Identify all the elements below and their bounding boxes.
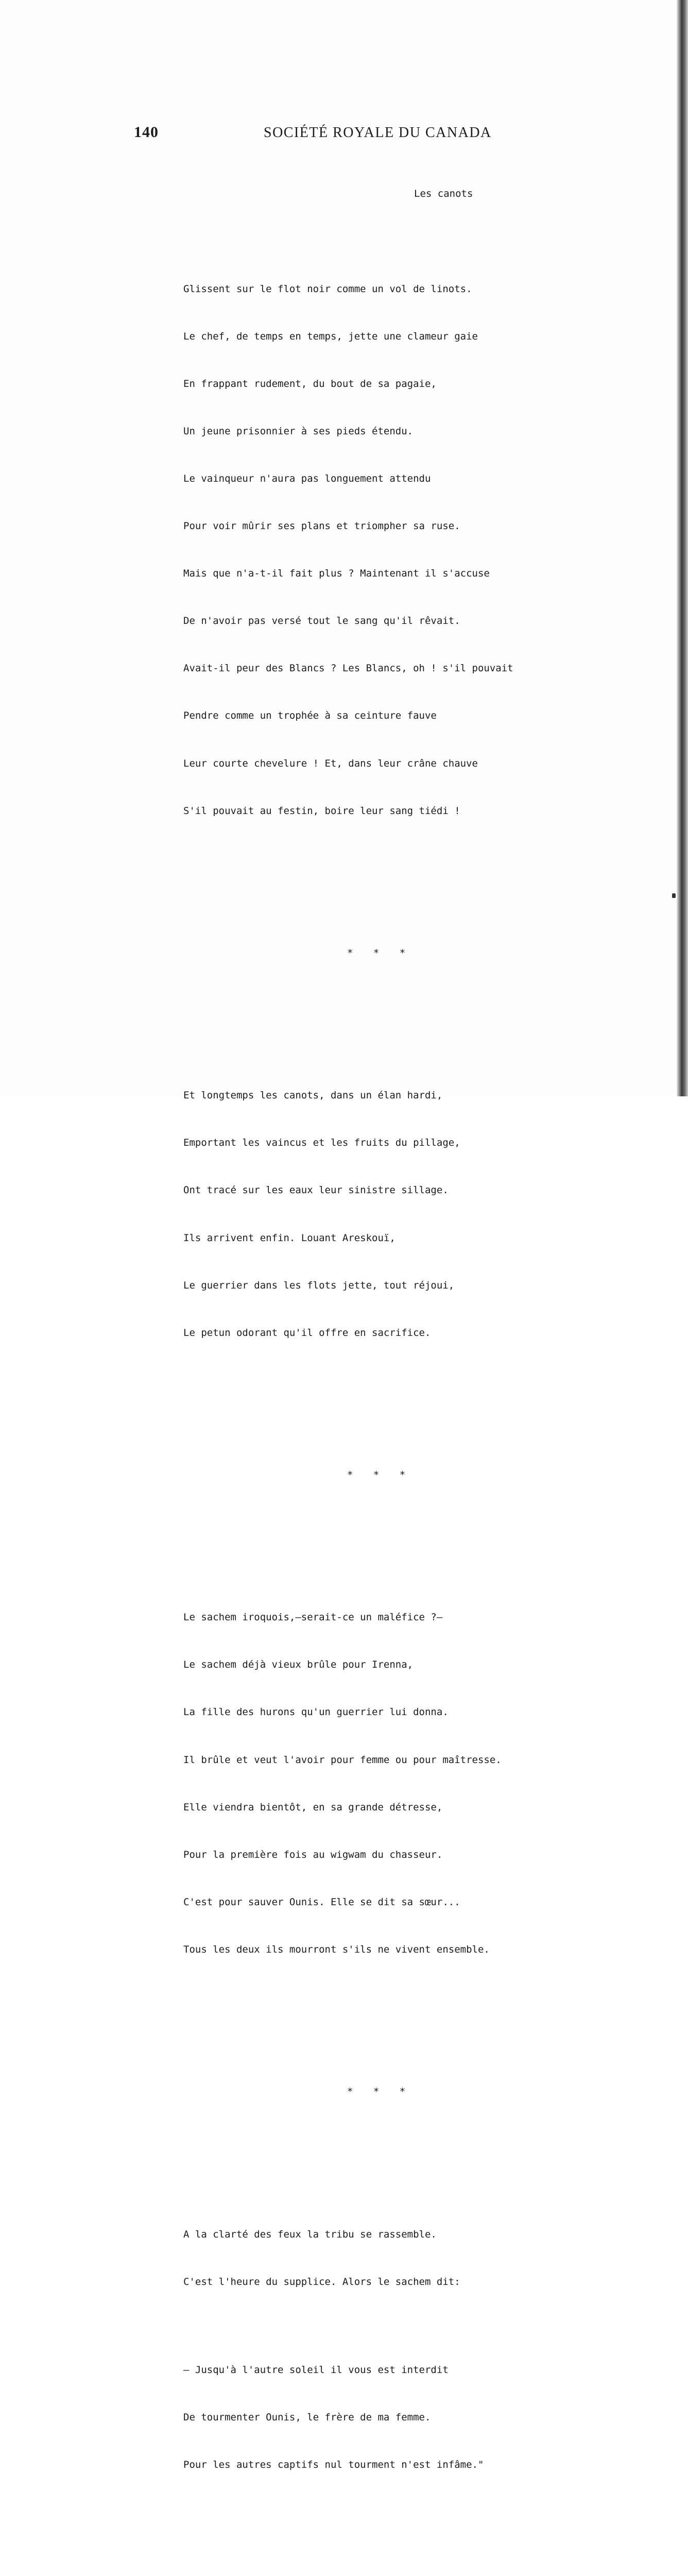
poem-line: Un jeune prisonnier à ses pieds étendu.: [183, 425, 414, 437]
poem-line: Pour la première fois au wigwam du chasseur.: [183, 1849, 443, 1860]
stanza-3: [183, 1578, 575, 1989]
section-separator: * * *: [347, 1469, 413, 1481]
page-edge-shadow: [677, 0, 688, 1096]
poem-line: Emportant les vaincus et les fruits du pillage,: [183, 1137, 460, 1149]
poem-line: Elle viendra bientôt, en sa grande détresse,: [183, 1801, 443, 1813]
poem-line: Il brûle et veut l'avoir pour femme ou pour maîtresse.: [183, 1754, 502, 1766]
poem-line: Le sachem iroquois,—serait-ce un maléfice ?—: [183, 1612, 443, 1623]
poem-line: C'est pour sauver Ounis. Elle se dit sa sœur...: [183, 1896, 460, 1908]
poem-line: La fille des hurons qu'un guerrier lui donna.: [183, 1706, 449, 1718]
stanza-4: [183, 2195, 575, 2504]
poem-line: Glissent sur le flot noir comme un vol de linots.: [183, 283, 472, 295]
poem-line: Leur courte chevelure ! Et, dans leur crâne chauve: [183, 757, 478, 769]
poem-line: Mais que n'a-t-il fait plus ? Maintenant il s'accuse: [183, 568, 490, 580]
poem-line: Et longtemps les canots, dans un élan hardi,: [183, 1090, 443, 1101]
stanza-2: [183, 1056, 575, 1372]
scan-mark: [672, 893, 676, 898]
poem-line: Pour voir mûrir ses plans et triompher sa ruse.: [183, 520, 460, 532]
poem-line: Les canots: [414, 188, 473, 200]
section-separator: * * *: [347, 947, 413, 959]
stanza-1: [183, 249, 575, 851]
poem-line: En frappant rudement, du bout de sa pagaie,: [183, 378, 437, 389]
poem-text: [183, 155, 575, 2576]
poem-line: Pour les autres captifs nul tourment n'est infâme.": [183, 2459, 484, 2471]
poem-line: De n'avoir pas versé tout le sang qu'il rêvait.: [183, 615, 460, 627]
poem-line: Le petun odorant qu'il offre en sacrifice.: [183, 1327, 431, 1338]
poem-line: Tous les deux ils mourront s'ils ne vivent ensemble.: [183, 1943, 490, 1955]
poem-line: S'il pouvait au festin, boire leur sang tiédi !: [183, 805, 460, 817]
page-number: 140: [134, 124, 159, 141]
section-separator: * * *: [347, 2086, 413, 2098]
poem-line: Pendre comme un trophée à sa ceinture fauve: [183, 710, 437, 722]
poem-line: Avait-il peur des Blancs ? Les Blancs, oh ! s'il pouvait: [183, 663, 513, 674]
page-header: [134, 124, 494, 144]
poem-line: — Jusqu'à l'autre soleil il vous est interdit: [183, 2364, 449, 2376]
poem-line: Le vainqueur n'aura pas longuement attendu: [183, 472, 431, 484]
poem-line: De tourmenter Ounis, le frère de ma femme.: [183, 2412, 431, 2424]
poem-line: Ont tracé sur les eaux leur sinistre sillage.: [183, 1184, 449, 1196]
poem-line: Le chef, de temps en temps, jette une clameur gaie: [183, 330, 478, 342]
poem-line: Ils arrivent enfin. Louant Areskouï,: [183, 1232, 395, 1244]
poem-line: Le sachem déjà vieux brûle pour Irenna,: [183, 1659, 414, 1671]
running-head: SOCIÉTÉ ROYALE DU CANADA: [264, 125, 492, 141]
poem-line: A la clarté des feux la tribu se rassemble.: [183, 2228, 437, 2240]
poem-line: Le guerrier dans les flots jette, tout réjoui,: [183, 1279, 455, 1291]
poem-line: C'est l'heure du supplice. Alors le sachem dit:: [183, 2276, 460, 2287]
